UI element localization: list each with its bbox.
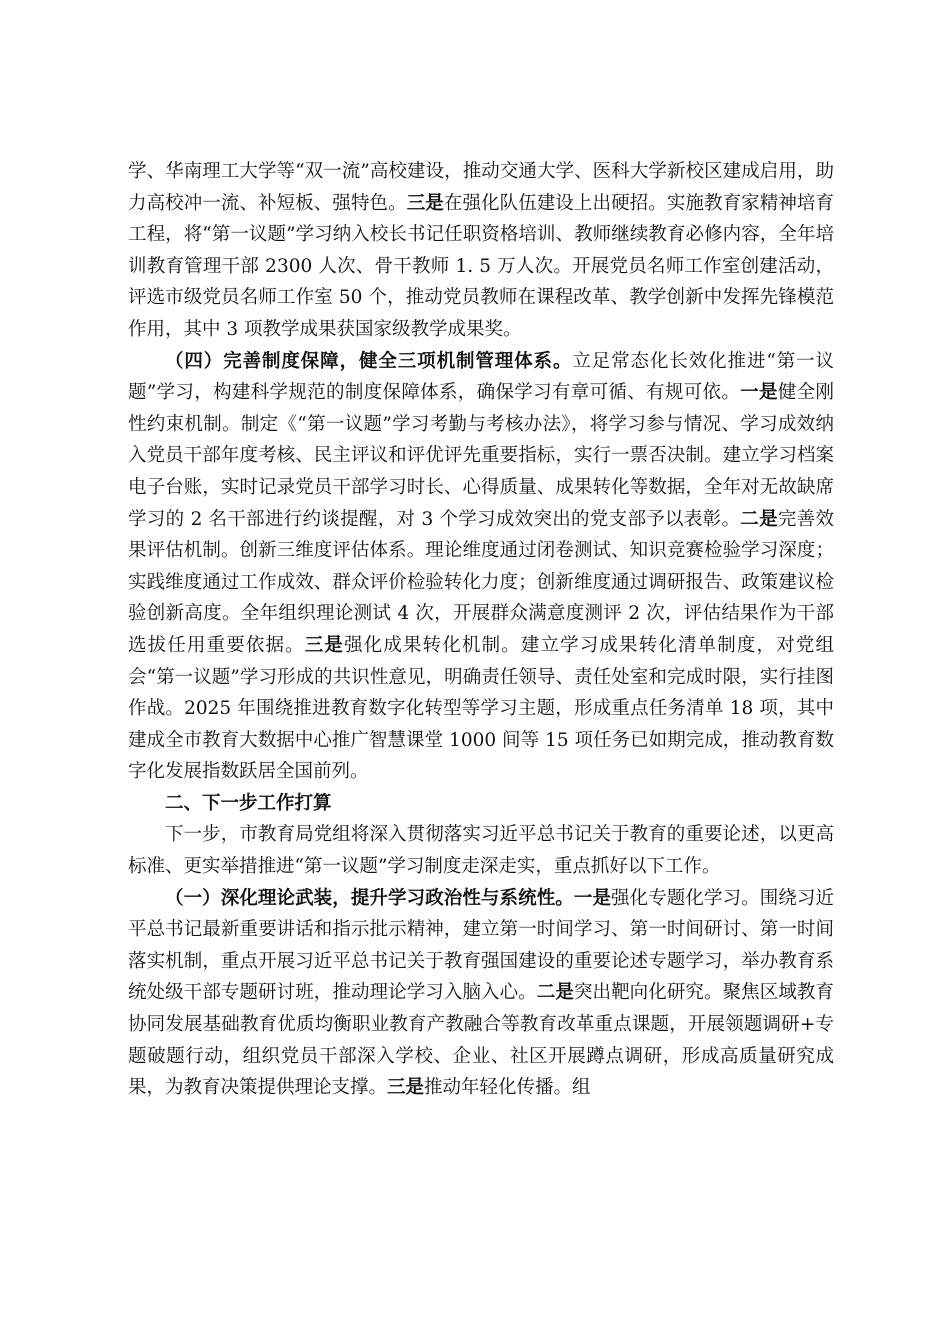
paragraph-2-text-1: 立足常态化长效化推进“第一议题”学习，构建科学规范的制度保障体系，确保学习有章可循、有规可依。 [128,350,834,404]
paragraph-2-text-3: 完善效果评估机制。创新三维度评估体系。理论维度通过闭卷测试、知识竞赛检验学习深度；实践维度通过工作成效、群众评价检验转化力度；创新维度通过调研报告、政策建议检验创新高度。全年组织理论测试 4 次，开展群众满意度测评 2 次，评估结果作为干部选拔任用重要依据。 [128,508,834,656]
paragraph-4-bold-sanshi: 三是 [387,1077,425,1099]
paragraph-4-bold-yishi: 一是 [573,887,612,909]
paragraph-4-text-1: 强化专题化学习。围绕习近平总书记最新重要讲话和指示批示精神，建立第一时间学习、第一时间研讨、第一时间落实机制，重点开展习近平总书记关于教育强国建设的重要论述专题学习，举办教育系统处级干部专题研讨班，推动理论学习入脑入心。 [128,887,834,1004]
subsection-1-title: （一）深化理论武装，提升学习政治性与系统性。 [165,887,574,909]
paragraph-4-text-3: 推动年轻化传播。组 [424,1077,591,1099]
paragraph-1-bold-sanshi: 三是 [406,192,444,214]
paragraph-4-text-2: 突出靶向化研究。聚焦区域教育协同发展基础教育优质均衡职业教育产教融合等教育改革重点课题，开展领题调研+专题破题行动，组织党员干部深入学校、企业、社区开展蹲点调研，形成高质量研究成果，为教育决策提供理论支撑。 [128,982,834,1099]
paragraph-1 [128,156,834,346]
paragraph-2-text-2: 健全刚性约束机制。制定《“第一议题”学习考勤与考核办法》，将学习参与情况、学习成效纳入党员干部年度考核、民主评议和评优评先重要指标，实行一票否决制。建立学习档案电子台账，实时记录党员干部学习时长、心得质量、成果转化等数据，全年对无故缺席学习的 2 名干部进行约谈提醒，对 3 个学习成效突出的党支部予以表彰。 [128,382,834,530]
paragraph-4 [128,883,834,1104]
section-4-title: （四）完善制度保障，健全三项机制管理体系。 [165,350,573,372]
paragraph-1-text-2: 在强化队伍建设上出硬招。实施教育家精神培育工程，将“第一议题”学习纳入校长书记任职资格培训、教师继续教育必修内容，全年培训教育管理干部 2300 人次、骨干教师 1. 5 万人次。开展党员名师工作室创建活动，评选市级党员名师工作室 50 个，推动党员教师在课程改革、教学创新中发挥先锋模范作用，其中 3 项教学成果获国家级教学成果奖。 [128,192,834,340]
paragraph-2-bold-sanshi: 三是 [304,634,345,656]
paragraph-2-bold-ershi: 二是 [740,508,778,530]
paragraph-4-bold-ershi: 二是 [536,982,574,1004]
paragraph-2-bold-yishi: 一是 [740,382,778,404]
paragraph-2 [128,346,834,788]
section-2-heading: 二、下一步工作打算 [165,792,332,814]
paragraph-1-text: 学、华南理工大学等“双一流”高校建设，推动交通大学、医科大学新校区建成启用，助力高校冲一流、补短板、强特色。 [128,161,834,214]
document-page [128,156,834,1104]
paragraph-2-text-4: 强化成果转化机制。建立学习成果转化清单制度，对党组会“第一议题”学习形成的共识性意见，明确责任领导、责任处室和完成时限，实行挂图作战。2025 年围绕推进教育数字化转型等学习主题，形成重点任务清单 18 项，其中建成全市教育大数据中心推广智慧课堂 1000 间等 15 项任务已如期完成，推动教育数字化发展指数跃居全国前列。 [128,634,834,783]
paragraph-3: 下一步，市教育局党组将深入贯彻落实习近平总书记关于教育的重要论述，以更高标准、更实举措推进“第一议题”学习制度走深走实，重点抓好以下工作。 [128,824,834,878]
